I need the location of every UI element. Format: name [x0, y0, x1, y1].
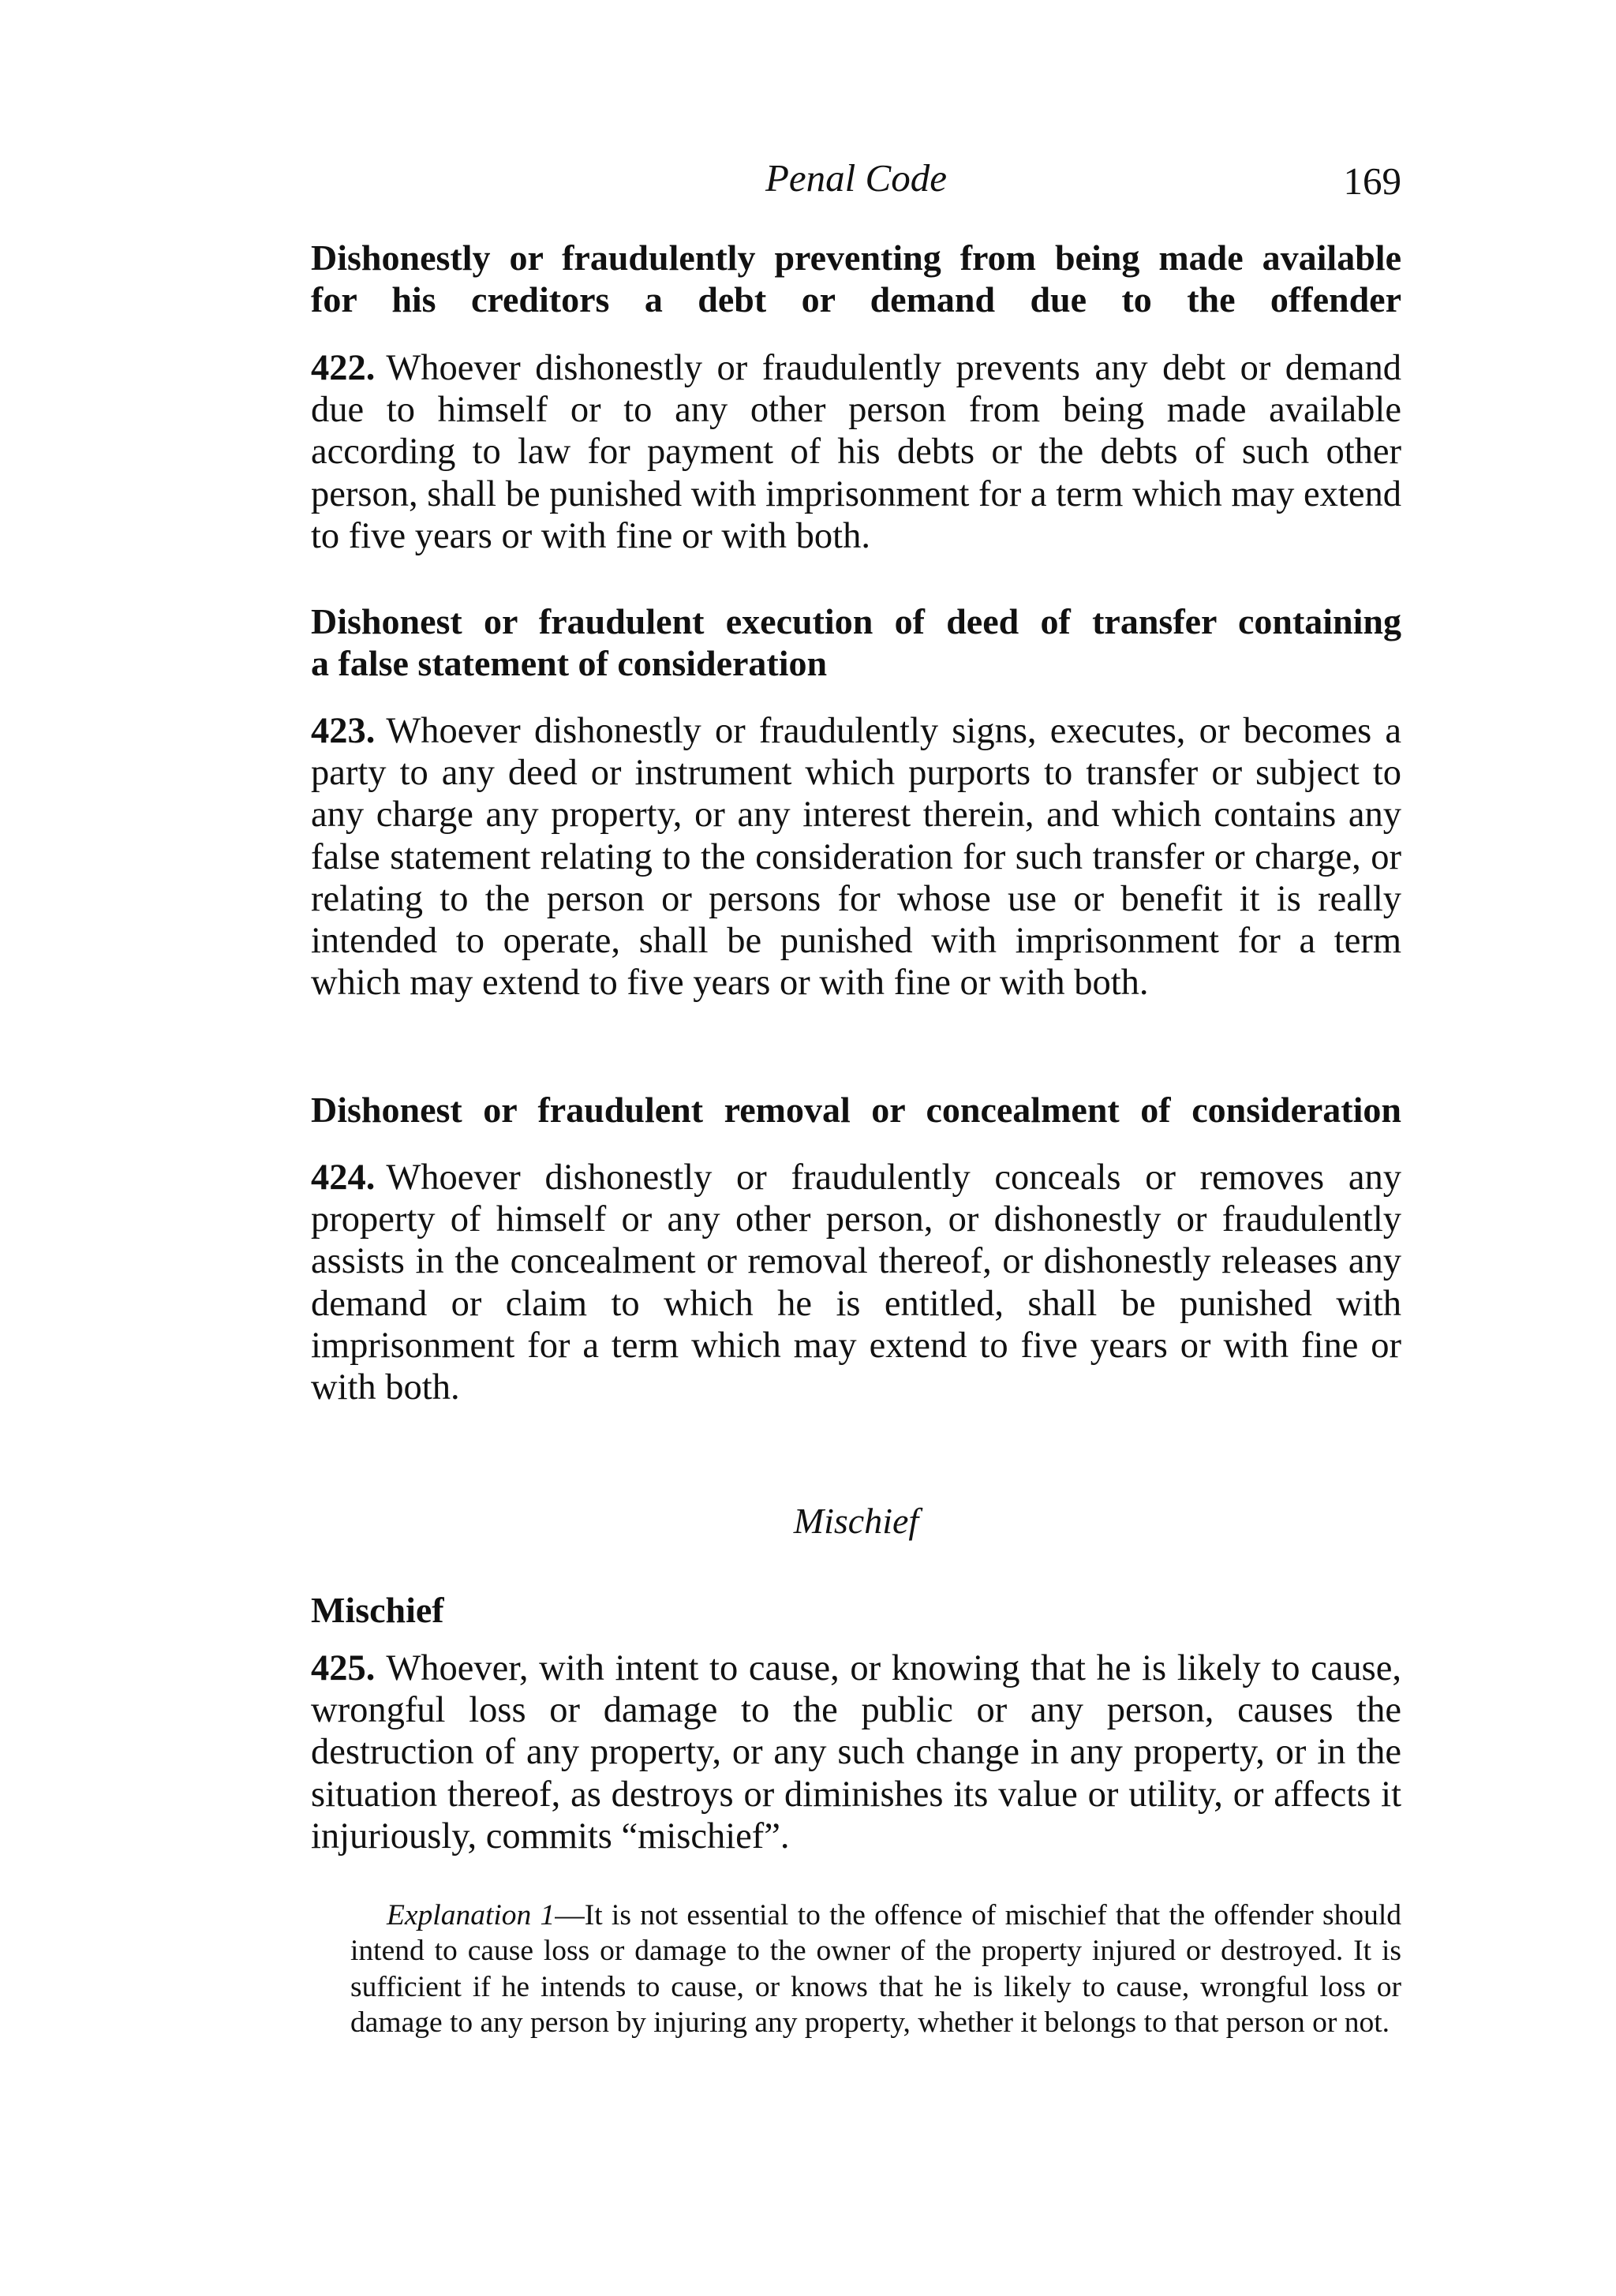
section-422-heading-line2: for his creditors a debt or demand due to the offender	[311, 279, 1401, 320]
section-424-text	[311, 1157, 1401, 1408]
section-424-heading-line1: Dishonest or fraudulent removal or concealment of consideration	[311, 1090, 1401, 1130]
section-423-text	[311, 710, 1401, 1004]
explanation-1-label: Explanation 1	[387, 1899, 556, 1931]
section-422-heading-line1: Dishonestly or fraudulently preventing from being made available	[311, 237, 1401, 278]
section-422-heading	[311, 237, 1401, 320]
page-number: 169	[1343, 159, 1401, 203]
section-424-heading	[311, 1089, 1401, 1131]
section-425-text	[311, 1647, 1401, 1857]
section-424-body: Whoever dishonestly or fraudulently conceals or removes any property of himself or any other person, or dishonestly or fraudulently assists in the concealment or removal thereof, or dishonestly releases any demand or claim to which he is entitled, shall be punished with imprisonment for a term which may extend to five years or with fine or with both.	[311, 1157, 1401, 1408]
section-423-heading-line1: Dishonest or fraudulent execution of deed of transfer containing	[311, 601, 1401, 641]
section-422-number: 422.	[311, 348, 376, 388]
section-423-body: Whoever dishonestly or fraudulently signs, executes, or becomes a party to any deed or instrument which purports to transfer or subject to any charge any property, or any interest therein, and which contains any false statement relating to the consideration for such transfer or charge, or relating to the person or persons for whose use or benefit it is really intended to operate, shall be punished with imprisonment for a term which may extend to five years or with fine or with both.	[311, 711, 1401, 1004]
explanation-1-text: —It is not essential to the offence of mischief that the offender should intend to cause loss or damage to the owner of the property injured or destroyed. It is sufficient if he intends to cause, or knows that he is likely to cause, wrongful loss or damage to any person by injuring any property, whether it belongs to that person or not.	[350, 1899, 1402, 2040]
chapter-title: Mischief	[793, 1501, 919, 1541]
section-422-body: Whoever dishonestly or fraudulently prevents any debt or demand due to himself or to any other person from being made available according to law for payment of his debts or the debts of such other person, shall be punished with imprisonment for a term which may extend to five years or with fine or with both.	[311, 348, 1401, 556]
section-425-heading-text: Mischief	[311, 1590, 444, 1630]
section-423-heading	[311, 600, 1401, 684]
explanation-1	[350, 1898, 1401, 2041]
section-425-body: Whoever, with intent to cause, or knowing that he is likely to cause, wrongful loss or damage to the public or any person, causes the destruction of any property, or any such change in any property, or in the situation thereof, as destroys or diminishes its value or utility, or affects it injuriously, commits “mischief”.	[311, 1648, 1401, 1857]
section-425-number: 425.	[311, 1648, 376, 1688]
section-425-heading	[311, 1589, 1401, 1631]
section-423-number: 423.	[311, 711, 376, 751]
section-423-heading-line2: a false statement of consideration	[311, 643, 828, 683]
running-title: Penal Code	[765, 156, 947, 200]
section-422-text	[311, 347, 1401, 557]
section-424-number: 424.	[311, 1157, 376, 1198]
